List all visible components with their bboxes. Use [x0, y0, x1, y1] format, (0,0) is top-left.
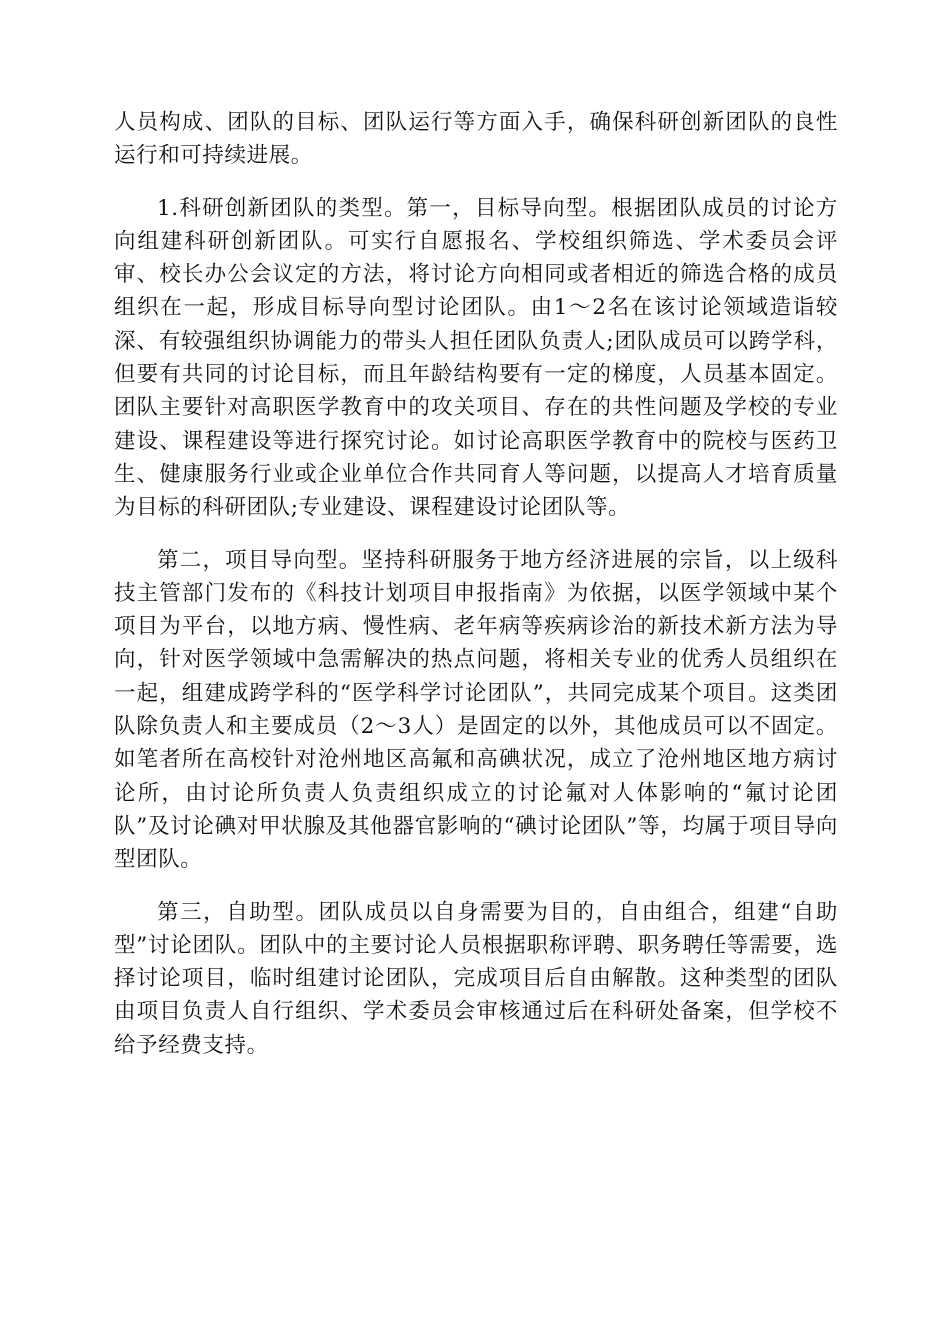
- paragraph-continuation: 人员构成、团队的目标、团队运行等方面入手，确保科研创新团队的良性运行和可持续进展。: [114, 110, 838, 169]
- paragraph-self-help: 第三，自助型。团队成员以自身需要为目的，自由组合，组建“自助型”讨论团队。团队中的主要讨论人员根据职称评聘、职务聘任等需要，选择讨论项目，临时组建讨论团队，完成项目后自由解散。这种类型的团队由项目负责人自行组织、学术委员会审核通过后在科研处备案，但学校不给予经费支持。: [114, 899, 838, 1058]
- paragraph-project-oriented: 第二，项目导向型。坚持科研服务于地方经济进展的宗旨，以上级科技主管部门发布的《科技计划项目申报指南》为依据，以医学领域中某个项目为平台，以地方病、慢性病、老年病等疾病诊治的新技术新方法为导向，针对医学领域中急需解决的热点问题，将相关专业的优秀人员组织在一起，组建成跨学科的“医学科学讨论团队”，共同完成某个项目。这类团队除负责人和主要成员（2～3人）是固定的以外，其他成员可以不固定。如笔者所在高校针对沧州地区高氟和高碘状况，成立了沧州地区地方病讨论所，由讨论所负责人负责组织成立的讨论氟对人体影响的“氟讨论团队”及讨论碘对甲状腺及其他器官影响的“碘讨论团队”等，均属于项目导向型团队。: [114, 547, 838, 873]
- paragraph-team-types-goal-oriented: 1.科研创新团队的类型。第一，目标导向型。根据团队成员的讨论方向组建科研创新团队。可实行自愿报名、学校组织筛选、学术委员会评审、校长办公会议定的方法，将讨论方向相同或者相近的筛选合格的成员组织在一起，形成目标导向型讨论团队。由1～2名在该讨论领域造诣较深、有较强组织协调能力的带头人担任团队负责人;团队成员可以跨学科，但要有共同的讨论目标，而且年龄结构要有一定的梯度，人员基本固定。团队主要针对高职医学教育中的攻关项目、存在的共性问题及学校的专业建设、课程建设等进行探究讨论。如讨论高职医学教育中的院校与医药卫生、健康服务行业或企业单位合作共同育人等问题，以提高人才培育质量为目标的科研团队;专业建设、课程建设讨论团队等。: [114, 195, 838, 521]
